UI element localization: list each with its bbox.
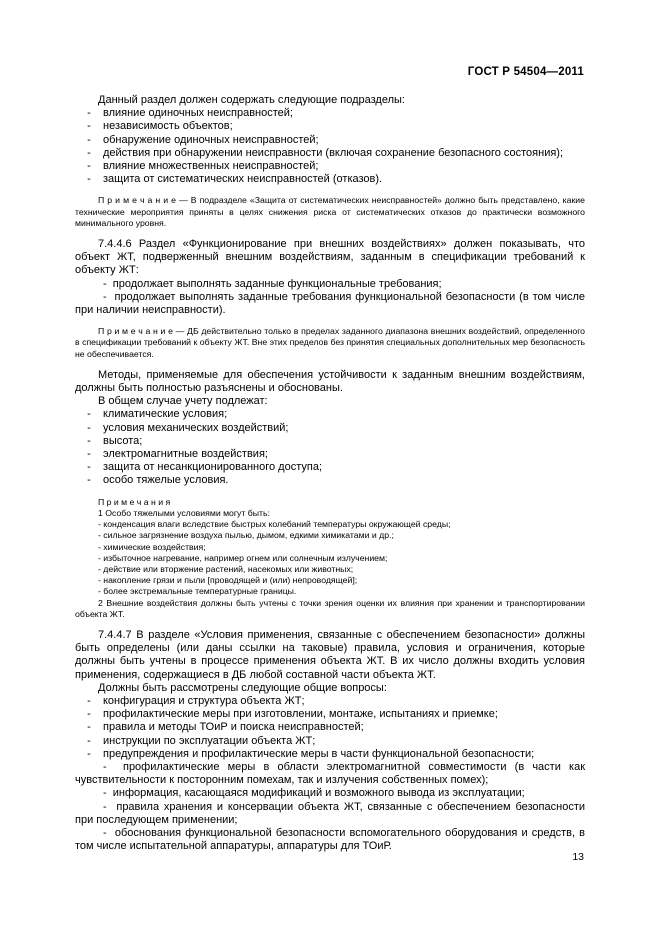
list-item: - независимость объектов; xyxy=(87,120,233,133)
methods-paragraph: Методы, применяемые для обеспечения устойчивости к заданным внешним воздействиям, должны быть полностью разъяснены и обоснованы. xyxy=(75,368,585,395)
note-2: 2 Внешние воздействия должны быть учтены с точки зрения оценки их влияния при хранении и транспортировании объекта ЖТ. xyxy=(75,597,585,619)
list-item: - влияние одиночных неисправностей; xyxy=(87,107,293,120)
note-sub-item: - действие или вторжение растений, насекомых или животных; xyxy=(98,563,354,574)
list-item: - климатические условия; xyxy=(87,408,228,421)
note-paragraph: П р и м е ч а н и е — ДБ действительно только в пределах заданного диапазона внешних воздействий, определенного в спецификации требований к объекту ЖТ. Вне этих пределов без принятия специальных дополнительных мер безопасность не обеспечивается. xyxy=(75,326,586,359)
list-item: - обнаружение одиночных неисправностей; xyxy=(87,133,319,146)
note-paragraph: П р и м е ч а н и е — В подразделе «Защита от систематических неисправностей» должно быть представлено, какие технические мероприятия приняты в целях снижения риска от систематических отказов до практически возможного минимального уровня. xyxy=(75,195,585,228)
clause-7-4-4-6: 7.4.4.6 Раздел «Функционирование при внешних воздействиях» должен показывать, что объект ЖТ, подверженный внешним воздействиям, заданным в спецификации требований к объекту ЖТ: xyxy=(75,238,585,277)
note-sub-item: - накопление грязи и пыли [проводящей и (или) непроводящей]; xyxy=(98,575,358,586)
note-1: 1 Особо тяжелыми условиями могут быть: xyxy=(98,507,270,518)
note-sub-item: - конденсация влаги вследствие быстрых колебаний температуры окружающей среды; xyxy=(98,519,451,530)
note-sub-item: - сильное загрязнение воздуха пылью, дымом, едкими химикатами и др.; xyxy=(98,530,394,541)
list-item: - обоснования функциональной безопасности вспомогательного оборудования и средств, в том числе испытательной аппаратуры, аппаратуры для ТОиР. xyxy=(75,826,585,853)
section-intro: Данный раздел должен содержать следующие подразделы: xyxy=(98,94,405,106)
note-sub-item: - химические воздействия; xyxy=(98,541,206,552)
subsection-list xyxy=(75,107,585,186)
page-content xyxy=(75,94,585,853)
list-item: - действия при обнаружении неисправности (включая сохранение безопасного состояния); xyxy=(87,146,564,159)
page-number: 13 xyxy=(572,851,584,863)
note-label: П р и м е ч а н и е xyxy=(98,195,176,206)
list-item: - условия механических воздействий; xyxy=(87,421,289,434)
list-item: - профилактические меры в области электромагнитной совместимости (в части как чувствительности к посторонним помехам, так и излучения собственных помех); xyxy=(75,760,586,787)
list-item: - электромагнитные воздействия; xyxy=(87,448,268,461)
questions-intro: Должны быть рассмотрены следующие общие вопросы: xyxy=(98,681,387,694)
list-item: - конфигурация и структура объекта ЖТ; xyxy=(87,694,305,707)
note-sub-item: - избыточное нагревание, например огнем или солнечным излучением; xyxy=(98,552,388,563)
list-item: - инструкции по эксплуатации объекта ЖТ; xyxy=(87,734,316,747)
questions-list xyxy=(75,695,585,853)
list-item: - продолжает выполнять заданные требования функциональной безопасности (в том числе при наличии неисправности). xyxy=(75,290,585,317)
list-item: - предупреждения и профилактические меры в части функциональной безопасности; xyxy=(87,747,535,760)
list-item: - профилактические меры при изготовлении, монтаже, испытаниях и приемке; xyxy=(87,708,498,721)
factors-list xyxy=(75,408,585,487)
note-label: П р и м е ч а н и е xyxy=(98,326,173,337)
list-item: - защита от несанкционированного доступа; xyxy=(87,461,323,474)
list-item: - влияние множественных неисправностей; xyxy=(87,160,319,173)
general-paragraph: В общем случае учету подлежат: xyxy=(98,395,268,408)
list-item: - высота; xyxy=(87,434,143,447)
document-header: ГОСТ Р 54504—2011 xyxy=(467,66,584,78)
list-item: - информация, касающаяся модификаций и возможного вывода из эксплуатации; xyxy=(103,787,525,800)
list-item: - продолжает выполнять заданные функциональные требования; xyxy=(103,277,442,290)
list-item: - правила хранения и консервации объекта ЖТ, связанные с обеспечением безопасности при последующем применении; xyxy=(75,800,585,826)
list-item: - особо тяжелые условия. xyxy=(87,474,229,487)
list-item: - правила и методы ТОиР и поиска неисправностей; xyxy=(87,721,364,734)
clause-7-4-4-7: 7.4.4.7 В разделе «Условия применения, связанные с обеспечением безопасности» должны быть определены (или даны ссылки на таковые) правила, условия и ограничения, которые должны быть учтены в процессе применения объекта ЖТ. В их число должны входить условия применения, содержащиеся в ДБ любой составной части объекта ЖТ. xyxy=(75,628,585,681)
note-sub-item: - более экстремальные температурные границы. xyxy=(98,586,297,597)
notes-label: П р и м е ч а н и я xyxy=(98,496,171,507)
list-item: - защита от систематических неисправностей (отказов). xyxy=(87,173,383,186)
